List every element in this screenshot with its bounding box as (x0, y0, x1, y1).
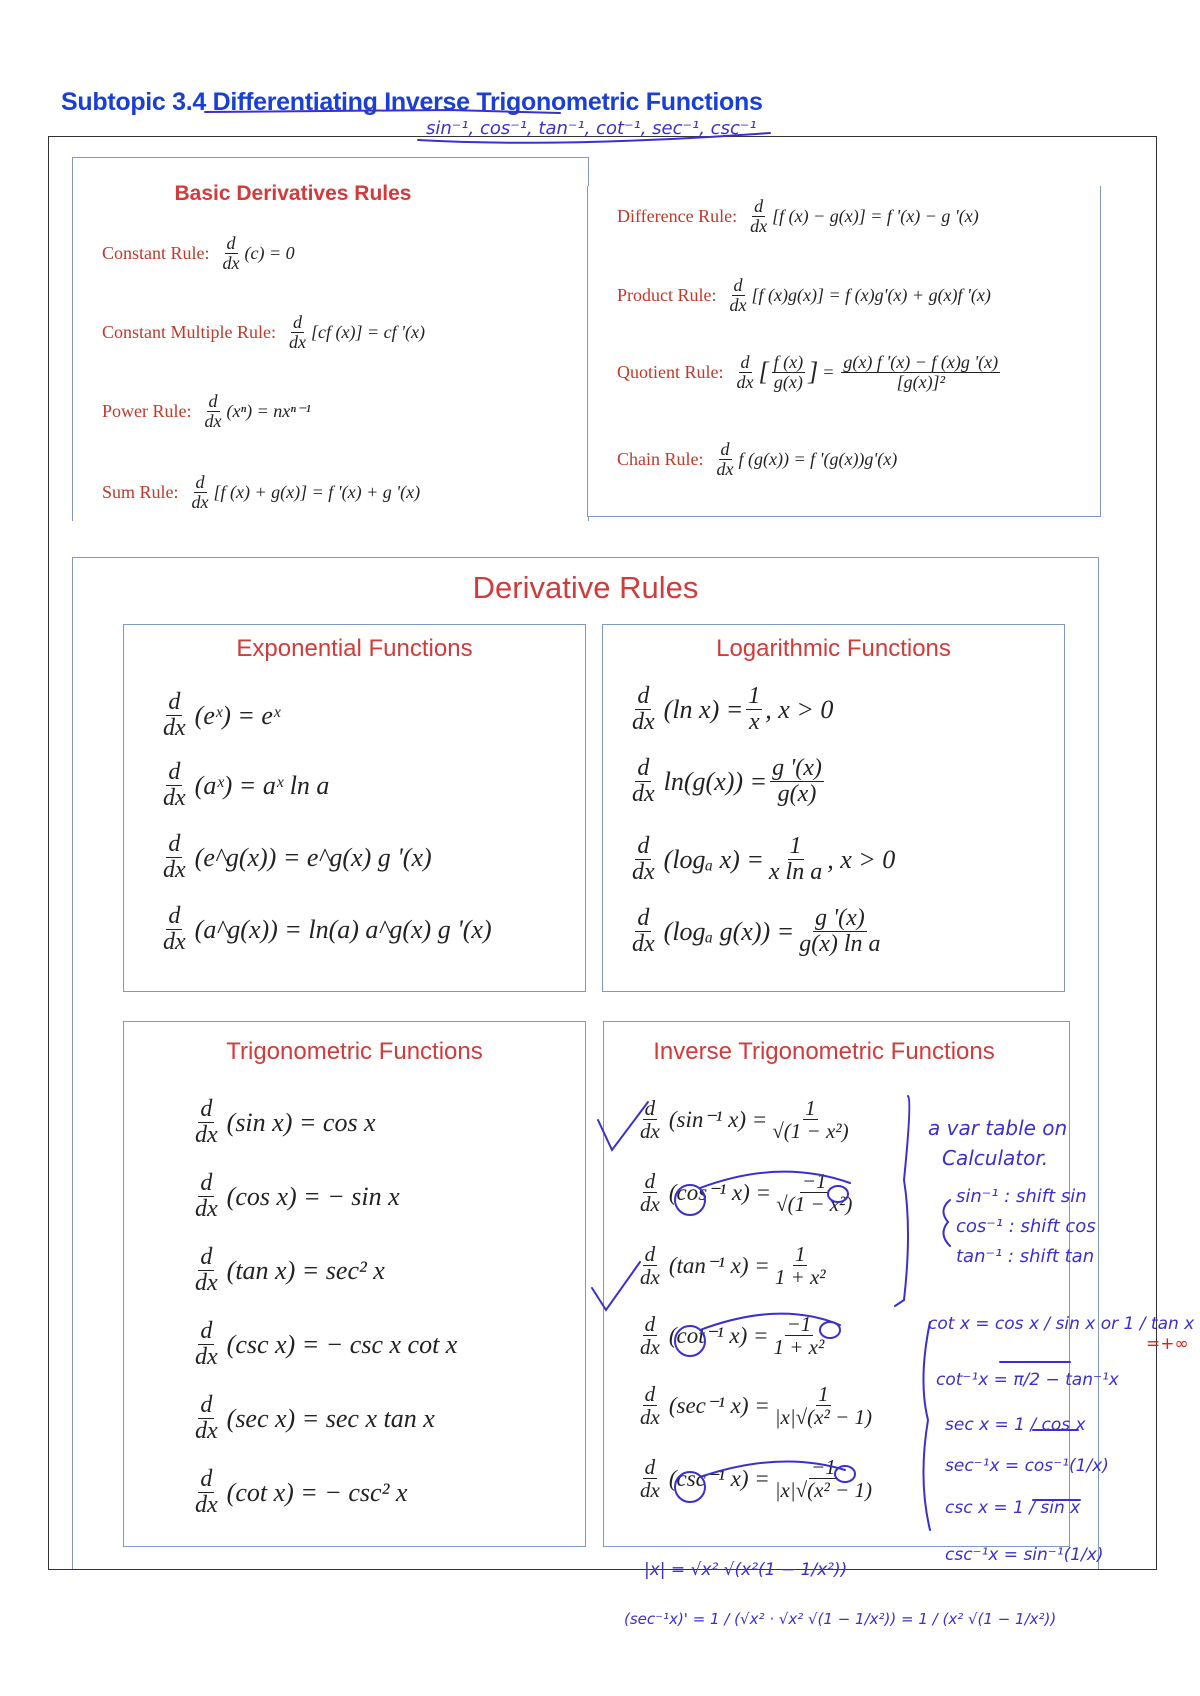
d-den: dx (736, 371, 754, 392)
d-num: d (644, 1382, 656, 1406)
derivative-operator (161, 690, 188, 741)
logarithmic-title: Logarithmic Functions (716, 635, 951, 662)
handwritten-note: sin⁻¹, cos⁻¹, tan⁻¹, cot⁻¹, sec⁻¹, csc⁻¹ (426, 118, 757, 139)
derivative-operator (638, 1313, 662, 1358)
derivative-operator (748, 197, 769, 236)
handwritten-note: sec x = 1 / cos x (945, 1415, 1086, 1435)
d-num: d (195, 472, 205, 492)
d-num: d (200, 1096, 213, 1122)
trigonometric-title: Trigonometric Functions (226, 1038, 483, 1065)
handwritten-note: (sec⁻¹x)' = 1 / (√x² · √x² √(1 − 1/x²)) = 1 / (x² √(1 − 1/x²)) (624, 1610, 1057, 1628)
eq-text: (aˣ) = aˣ ln a (194, 770, 330, 800)
derivative-operator (203, 392, 224, 431)
derivative-operator (193, 1097, 220, 1148)
exponential-title: Exponential Functions (236, 635, 473, 662)
d-num: d (208, 391, 218, 411)
exp-eq (158, 690, 280, 741)
d-den: dx (163, 929, 186, 956)
trig-eq (190, 1171, 400, 1222)
handwritten-note: sec⁻¹x = cos⁻¹(1/x) (945, 1456, 1109, 1476)
trig-eq (190, 1467, 407, 1518)
d-num: d (733, 275, 743, 295)
d-num: d (200, 1244, 213, 1270)
basic-rules-title: Basic Derivatives Rules (174, 182, 412, 205)
eq-text: (sec x) = sec x tan x (226, 1403, 435, 1433)
derivative-operator (638, 1456, 662, 1501)
d-den: dx (191, 491, 209, 512)
handwritten-note: cos⁻¹ : shift cos (956, 1216, 1096, 1237)
eq-text: (sec⁻¹ x) = (668, 1392, 770, 1418)
quotient-lhs: $\frac{f (x)}{g(x)}$ (773, 352, 804, 392)
derivative-operator (638, 1170, 662, 1215)
derivative-operator (161, 904, 188, 955)
inverse-eq (635, 1456, 877, 1501)
rule-label: Quotient Rule: (617, 361, 724, 382)
page-heading: Subtopic 3.4 Differentiating Inverse Trigonometric Functions (61, 88, 763, 116)
eq-condition: , x > 0 (827, 844, 896, 874)
d-num: d (168, 903, 181, 929)
derivative-operator (630, 834, 657, 885)
handwritten-note: tan⁻¹ : shift tan (956, 1246, 1095, 1267)
quotient-rhs: $\frac{g(x) f '(x) - f (x)g '(x)}{\text{[g(x)]²}}$ (843, 352, 999, 392)
log-eq (627, 906, 886, 957)
inverse-eq (635, 1243, 831, 1288)
rule-formula: (c) = 0 (244, 242, 295, 263)
inverse-trig-title: Inverse Trigonometric Functions (653, 1038, 995, 1065)
basic-rule (617, 197, 979, 236)
basic-rule (102, 234, 295, 273)
d-num: d (200, 1392, 213, 1418)
derivative-operator (638, 1243, 662, 1288)
eq-text: ln(g(x)) = (663, 766, 768, 796)
eq-fraction: $\frac{g '(x)}{g(x)}$ (772, 755, 822, 808)
d-num: d (293, 312, 302, 332)
rule-label: Constant Multiple Rule: (102, 321, 276, 342)
derivative-operator (193, 1319, 220, 1370)
eq-text: (cos⁻¹ x) = (668, 1179, 772, 1205)
d-den: dx (729, 294, 747, 315)
eq-text: (a^g(x)) = ln(a) a^g(x) g '(x) (194, 914, 492, 944)
derivative-operator (161, 760, 188, 811)
d-den: dx (195, 1344, 218, 1371)
eq-text: (csc⁻¹ x) = (668, 1465, 770, 1491)
d-den: dx (632, 781, 655, 808)
d-num: d (168, 689, 181, 715)
d-num: d (168, 759, 181, 785)
derivative-operator (161, 832, 188, 883)
rule-formula: (xⁿ) = nxⁿ⁻¹ (226, 400, 311, 421)
d-den: dx (632, 859, 655, 886)
inverse-eq (635, 1170, 857, 1215)
d-num: d (720, 439, 730, 459)
d-num: d (200, 1466, 213, 1492)
eq-text: (cot⁻¹ x) = (668, 1322, 769, 1348)
derivative-operator (287, 313, 308, 352)
log-eq (627, 684, 833, 735)
d-den: dx (632, 709, 655, 736)
d-den: dx (222, 252, 240, 273)
exp-eq (158, 760, 329, 811)
eq-fraction: $\frac{1}{\text{x ln a}}$ (768, 833, 823, 886)
eq-fraction: $\frac{g '(x)}{\text{g(x) ln a}}$ (799, 905, 881, 958)
d-num: d (754, 196, 764, 216)
d-den: dx (163, 785, 186, 812)
d-den: dx (640, 1119, 660, 1144)
d-den: dx (163, 857, 186, 884)
d-den: dx (195, 1270, 218, 1297)
eq-text: (logₐ g(x)) = (663, 916, 795, 946)
eq-fraction: $\frac{1}{\text{√(1 − x²)}}$ (772, 1096, 849, 1144)
d-num: d (637, 833, 650, 859)
derivative-operator (221, 234, 242, 273)
d-num: d (644, 1455, 656, 1479)
eq-text: (eˣ) = eˣ (194, 700, 281, 730)
d-den: dx (195, 1492, 218, 1519)
derivative-operator (715, 440, 736, 479)
derivative-operator (638, 1097, 662, 1142)
d-num: d (740, 352, 750, 372)
d-den: dx (640, 1192, 660, 1217)
handwritten-note-red: =+∞ (1146, 1334, 1189, 1354)
d-num: d (637, 683, 650, 709)
derivative-operator (735, 353, 756, 392)
trig-eq (190, 1319, 457, 1370)
trig-eq (190, 1097, 376, 1148)
inverse-eq (635, 1097, 854, 1142)
d-den: dx (640, 1335, 660, 1360)
handwritten-note: sin⁻¹ : shift sin (956, 1186, 1087, 1207)
rule-formula: [cf (x)] = cf '(x) (311, 321, 425, 342)
basic-rule (617, 276, 991, 315)
d-den: dx (195, 1122, 218, 1149)
rule-label: Difference Rule: (617, 205, 738, 226)
handwritten-note: Calculator. (942, 1146, 1049, 1170)
derivative-operator (193, 1467, 220, 1518)
eq-text: (sin x) = cos x (226, 1107, 376, 1137)
eq-text: (csc x) = − csc x cot x (226, 1329, 458, 1359)
eq-text: (e^g(x)) = e^g(x) g '(x) (194, 842, 432, 872)
rule-label: Product Rule: (617, 284, 717, 305)
derivative-operator (630, 756, 657, 807)
derivative-operator (193, 1393, 220, 1444)
d-num: d (200, 1318, 213, 1344)
d-den: dx (195, 1196, 218, 1223)
log-eq (627, 756, 827, 807)
eq-fraction: $\frac{-1}{\text{1 + x²}}$ (773, 1312, 825, 1360)
basic-rule (102, 313, 425, 352)
derivative-operator (728, 276, 749, 315)
basic-rule (102, 473, 420, 512)
d-den: dx (640, 1405, 660, 1430)
eq-text: (cot x) = − csc² x (226, 1477, 408, 1507)
derivative-operator (193, 1171, 220, 1222)
rule-label: Power Rule: (102, 400, 192, 421)
d-den: dx (640, 1265, 660, 1290)
d-den: dx (289, 331, 306, 352)
eq-text: (sin⁻¹ x) = (668, 1106, 768, 1132)
eq-text: (logₐ x) = (663, 844, 764, 874)
d-num: d (644, 1242, 656, 1266)
eq-fraction: $\frac{1}{\text{1 + x²}}$ (774, 1242, 826, 1290)
exp-eq (158, 904, 492, 955)
derivative-operator (190, 473, 211, 512)
eq-fraction: $\frac{-1}{\text{√(1 − x²)}}$ (776, 1169, 853, 1217)
rule-label: Sum Rule: (102, 481, 179, 502)
basic-rule: Quotient Rule: $\frac{d}{dx}$ [ $\frac{f (x)}{g(x)}$ ] = $\frac{g(x) f '(x) - f (x)g '(x)}{\text{[g(x)]²}}$ (617, 352, 999, 392)
eq-fraction: $\frac{-1}{\text{|x|√(x² − 1)}}$ (774, 1455, 872, 1503)
d-den: dx (204, 410, 222, 431)
handwritten-note: csc x = 1 / sin x (945, 1498, 1081, 1518)
eq-text: (cos x) = − sin x (226, 1181, 400, 1211)
handwritten-note: a var table on (928, 1116, 1068, 1140)
eq-text: (tan x) = sec² x (226, 1255, 385, 1285)
rule-label: Constant Rule: (102, 242, 210, 263)
d-num: d (200, 1170, 213, 1196)
exp-eq (158, 832, 432, 883)
rule-formula: f (g(x)) = f '(g(x))g'(x) (738, 448, 898, 469)
d-num: d (637, 755, 650, 781)
d-num: d (168, 831, 181, 857)
derivative-operator (630, 684, 657, 735)
eq-text: (tan⁻¹ x) = (668, 1252, 770, 1278)
rule-formula: [f (x)g(x)] = f (x)g'(x) + g(x)f '(x) (751, 284, 991, 305)
rule-formula: [f (x) + g(x)] = f '(x) + g '(x) (213, 481, 421, 502)
d-den: dx (632, 931, 655, 958)
d-den: dx (163, 715, 186, 742)
basic-rule (617, 440, 897, 479)
derivative-rules-title: Derivative Rules (472, 570, 699, 605)
derivative-operator (638, 1383, 662, 1428)
rule-formula: [f (x) − g(x)] = f '(x) − g '(x) (772, 205, 979, 226)
trig-eq (190, 1245, 385, 1296)
d-den: dx (750, 215, 768, 236)
eq-text: (ln x) = (663, 694, 744, 724)
d-num: d (644, 1169, 656, 1193)
eq-condition: , x > 0 (765, 694, 834, 724)
d-num: d (644, 1096, 656, 1120)
d-den: dx (640, 1478, 660, 1503)
d-num: d (226, 233, 236, 253)
log-eq (627, 834, 895, 885)
basic-rule (102, 392, 311, 431)
eq-fraction: $\frac{1}{\text{|x|√(x² − 1)}}$ (774, 1382, 872, 1430)
handwritten-note: |x| = √x² √(x²(1 − 1/x²)) (644, 1560, 848, 1580)
d-num: d (644, 1312, 656, 1336)
derivative-operator (630, 906, 657, 957)
handwritten-note: csc⁻¹x = sin⁻¹(1/x) (945, 1545, 1104, 1565)
inverse-eq (635, 1383, 877, 1428)
d-den: dx (716, 458, 734, 479)
rule-label: Chain Rule: (617, 448, 704, 469)
handwritten-note: cot x = cos x / sin x or 1 / tan x (928, 1314, 1195, 1334)
d-num: d (637, 905, 650, 931)
trig-eq (190, 1393, 435, 1444)
handwritten-note: cot⁻¹x = π/2 − tan⁻¹x (936, 1370, 1119, 1390)
inverse-eq (635, 1313, 829, 1358)
derivative-operator (193, 1245, 220, 1296)
d-den: dx (195, 1418, 218, 1445)
eq-fraction: $\frac{1}{x}$ (748, 683, 761, 736)
